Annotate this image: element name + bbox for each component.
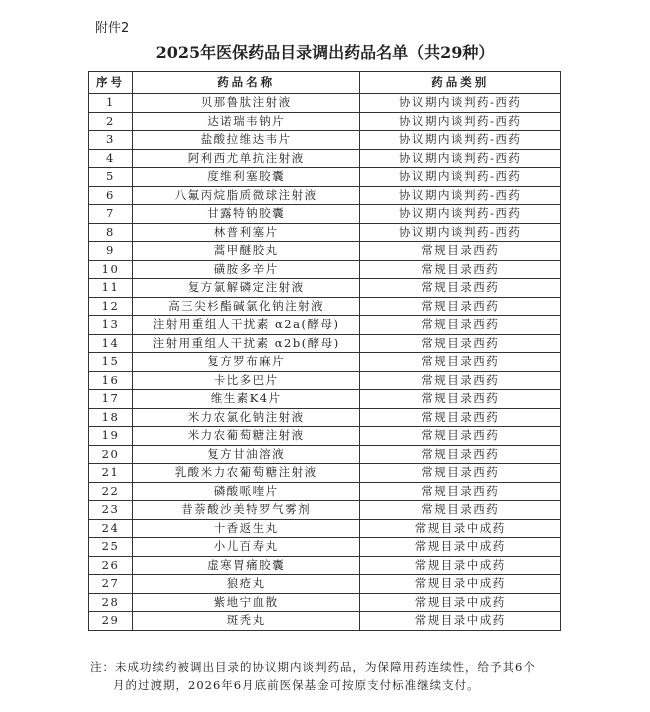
row-index: 22: [89, 482, 133, 501]
drug-category: 协议期内谈判药-西药: [360, 223, 561, 242]
row-index: 15: [89, 353, 133, 372]
table-row: [89, 94, 561, 113]
drug-name: 乳酸米力农葡萄糖注射液: [132, 464, 360, 483]
row-index: 20: [89, 445, 133, 464]
row-index: 16: [89, 371, 133, 390]
row-index: 7: [89, 205, 133, 224]
row-index: 25: [89, 538, 133, 557]
footnote: [90, 658, 560, 694]
drug-category: 协议期内谈判药-西药: [360, 149, 561, 168]
drug-category: 协议期内谈判药-西药: [360, 94, 561, 113]
drug-name: 磷酸哌喹片: [132, 482, 360, 501]
table-row: [89, 112, 561, 131]
drug-category: 常规目录西药: [360, 408, 561, 427]
table-row: [89, 260, 561, 279]
drug-name: 昔萘酸沙美特罗气雾剂: [132, 501, 360, 520]
footnote-line-2: 月的过渡期，2026年6月底前医保基金可按原支付标准继续支付。: [113, 678, 480, 692]
table-row: [89, 556, 561, 575]
row-index: 2: [89, 112, 133, 131]
drug-name: 复方罗布麻片: [132, 353, 360, 372]
drug-category: 协议期内谈判药-西药: [360, 205, 561, 224]
row-index: 9: [89, 242, 133, 261]
header-index: 序号: [89, 72, 133, 94]
drug-category: 常规目录西药: [360, 445, 561, 464]
drug-name: 注射用重组人干扰素 α2b(酵母): [132, 334, 360, 353]
drug-category: 协议期内谈判药-西药: [360, 186, 561, 205]
drug-category: 常规目录中成药: [360, 593, 561, 612]
row-index: 11: [89, 279, 133, 298]
table-row: [89, 575, 561, 594]
table-row: [89, 464, 561, 483]
table-row: [89, 149, 561, 168]
drug-category: 常规目录西药: [360, 371, 561, 390]
drug-name: 十香返生丸: [132, 519, 360, 538]
header-drug-name: 药品名称: [132, 72, 360, 94]
table-row: [89, 390, 561, 409]
table-row: [89, 297, 561, 316]
drug-name: 磺胺多辛片: [132, 260, 360, 279]
drug-name: 虚寒胃痛胶囊: [132, 556, 360, 575]
row-index: 14: [89, 334, 133, 353]
table-row: [89, 242, 561, 261]
row-index: 29: [89, 612, 133, 631]
table-row: [89, 205, 561, 224]
row-index: 12: [89, 297, 133, 316]
drug-name: 维生素K4片: [132, 390, 360, 409]
drug-name: 林普利塞片: [132, 223, 360, 242]
drug-name: 甘露特钠胶囊: [132, 205, 360, 224]
drug-category: 常规目录西药: [360, 464, 561, 483]
drug-name: 卡比多巴片: [132, 371, 360, 390]
table-row: [89, 223, 561, 242]
table-row: [89, 519, 561, 538]
drug-name: 狼疮丸: [132, 575, 360, 594]
attachment-label: 附件2: [95, 21, 130, 36]
row-index: 4: [89, 149, 133, 168]
table-row: [89, 408, 561, 427]
table-row: [89, 445, 561, 464]
row-index: 13: [89, 316, 133, 335]
drug-name: 米力农葡萄糖注射液: [132, 427, 360, 446]
table-row: [89, 279, 561, 298]
drug-category: 常规目录西药: [360, 316, 561, 335]
drug-name: 贝那鲁肽注射液: [132, 94, 360, 113]
drug-category: 常规目录西药: [360, 242, 561, 261]
table-row: [89, 482, 561, 501]
table-row: [89, 131, 561, 150]
drug-category: 常规目录中成药: [360, 556, 561, 575]
drug-name: 蒿甲醚胶丸: [132, 242, 360, 261]
row-index: 10: [89, 260, 133, 279]
table-row: [89, 427, 561, 446]
drug-category: 常规目录中成药: [360, 538, 561, 557]
drug-category: 协议期内谈判药-西药: [360, 131, 561, 150]
row-index: 5: [89, 168, 133, 187]
drug-category: 协议期内谈判药-西药: [360, 168, 561, 187]
drug-category: 常规目录西药: [360, 482, 561, 501]
table-row: [89, 168, 561, 187]
table-row: [89, 353, 561, 372]
footnote-line-1: 注：未成功续约被调出目录的协议期内谈判药品，为保障用药连续性，给予其6个: [90, 660, 536, 674]
drug-category: 常规目录西药: [360, 390, 561, 409]
drug-category: 协议期内谈判药-西药: [360, 112, 561, 131]
drug-name: 达诺瑞韦钠片: [132, 112, 360, 131]
drug-category: 常规目录西药: [360, 260, 561, 279]
table-row: [89, 186, 561, 205]
row-index: 18: [89, 408, 133, 427]
row-index: 1: [89, 94, 133, 113]
table-row: [89, 316, 561, 335]
table-row: [89, 593, 561, 612]
drug-name: 复方氯解磷定注射液: [132, 279, 360, 298]
drug-category: 常规目录西药: [360, 279, 561, 298]
row-index: 3: [89, 131, 133, 150]
drug-category: 常规目录中成药: [360, 612, 561, 631]
row-index: 21: [89, 464, 133, 483]
drug-table: [88, 71, 561, 631]
drug-category: 常规目录中成药: [360, 519, 561, 538]
drug-name: 高三尖杉酯碱氯化钠注射液: [132, 297, 360, 316]
drug-name: 八氟丙烷脂质微球注射液: [132, 186, 360, 205]
row-index: 19: [89, 427, 133, 446]
row-index: 8: [89, 223, 133, 242]
row-index: 27: [89, 575, 133, 594]
row-index: 23: [89, 501, 133, 520]
table-row: [89, 334, 561, 353]
drug-name: 阿利西尤单抗注射液: [132, 149, 360, 168]
drug-name: 小儿百寿丸: [132, 538, 360, 557]
drug-name: 复方甘油溶液: [132, 445, 360, 464]
header-category: 药品类别: [360, 72, 561, 94]
drug-name: 注射用重组人干扰素 α2a(酵母): [132, 316, 360, 335]
drug-category: 常规目录西药: [360, 297, 561, 316]
table-header-row: [89, 72, 561, 94]
drug-name: 度维利塞胶囊: [132, 168, 360, 187]
document-title: 2025年医保药品目录调出药品名单（共29种）: [155, 43, 495, 62]
table-row: [89, 538, 561, 557]
drug-name: 斑秃丸: [132, 612, 360, 631]
row-index: 28: [89, 593, 133, 612]
row-index: 24: [89, 519, 133, 538]
drug-category: 常规目录中成药: [360, 575, 561, 594]
drug-category: 常规目录西药: [360, 334, 561, 353]
table-row: [89, 612, 561, 631]
drug-category: 常规目录西药: [360, 501, 561, 520]
drug-name: 盐酸拉维达韦片: [132, 131, 360, 150]
table-row: [89, 501, 561, 520]
row-index: 17: [89, 390, 133, 409]
table-row: [89, 371, 561, 390]
drug-name: 米力农氯化钠注射液: [132, 408, 360, 427]
row-index: 6: [89, 186, 133, 205]
drug-category: 常规目录西药: [360, 427, 561, 446]
drug-name: 紫地宁血散: [132, 593, 360, 612]
row-index: 26: [89, 556, 133, 575]
drug-category: 常规目录西药: [360, 353, 561, 372]
